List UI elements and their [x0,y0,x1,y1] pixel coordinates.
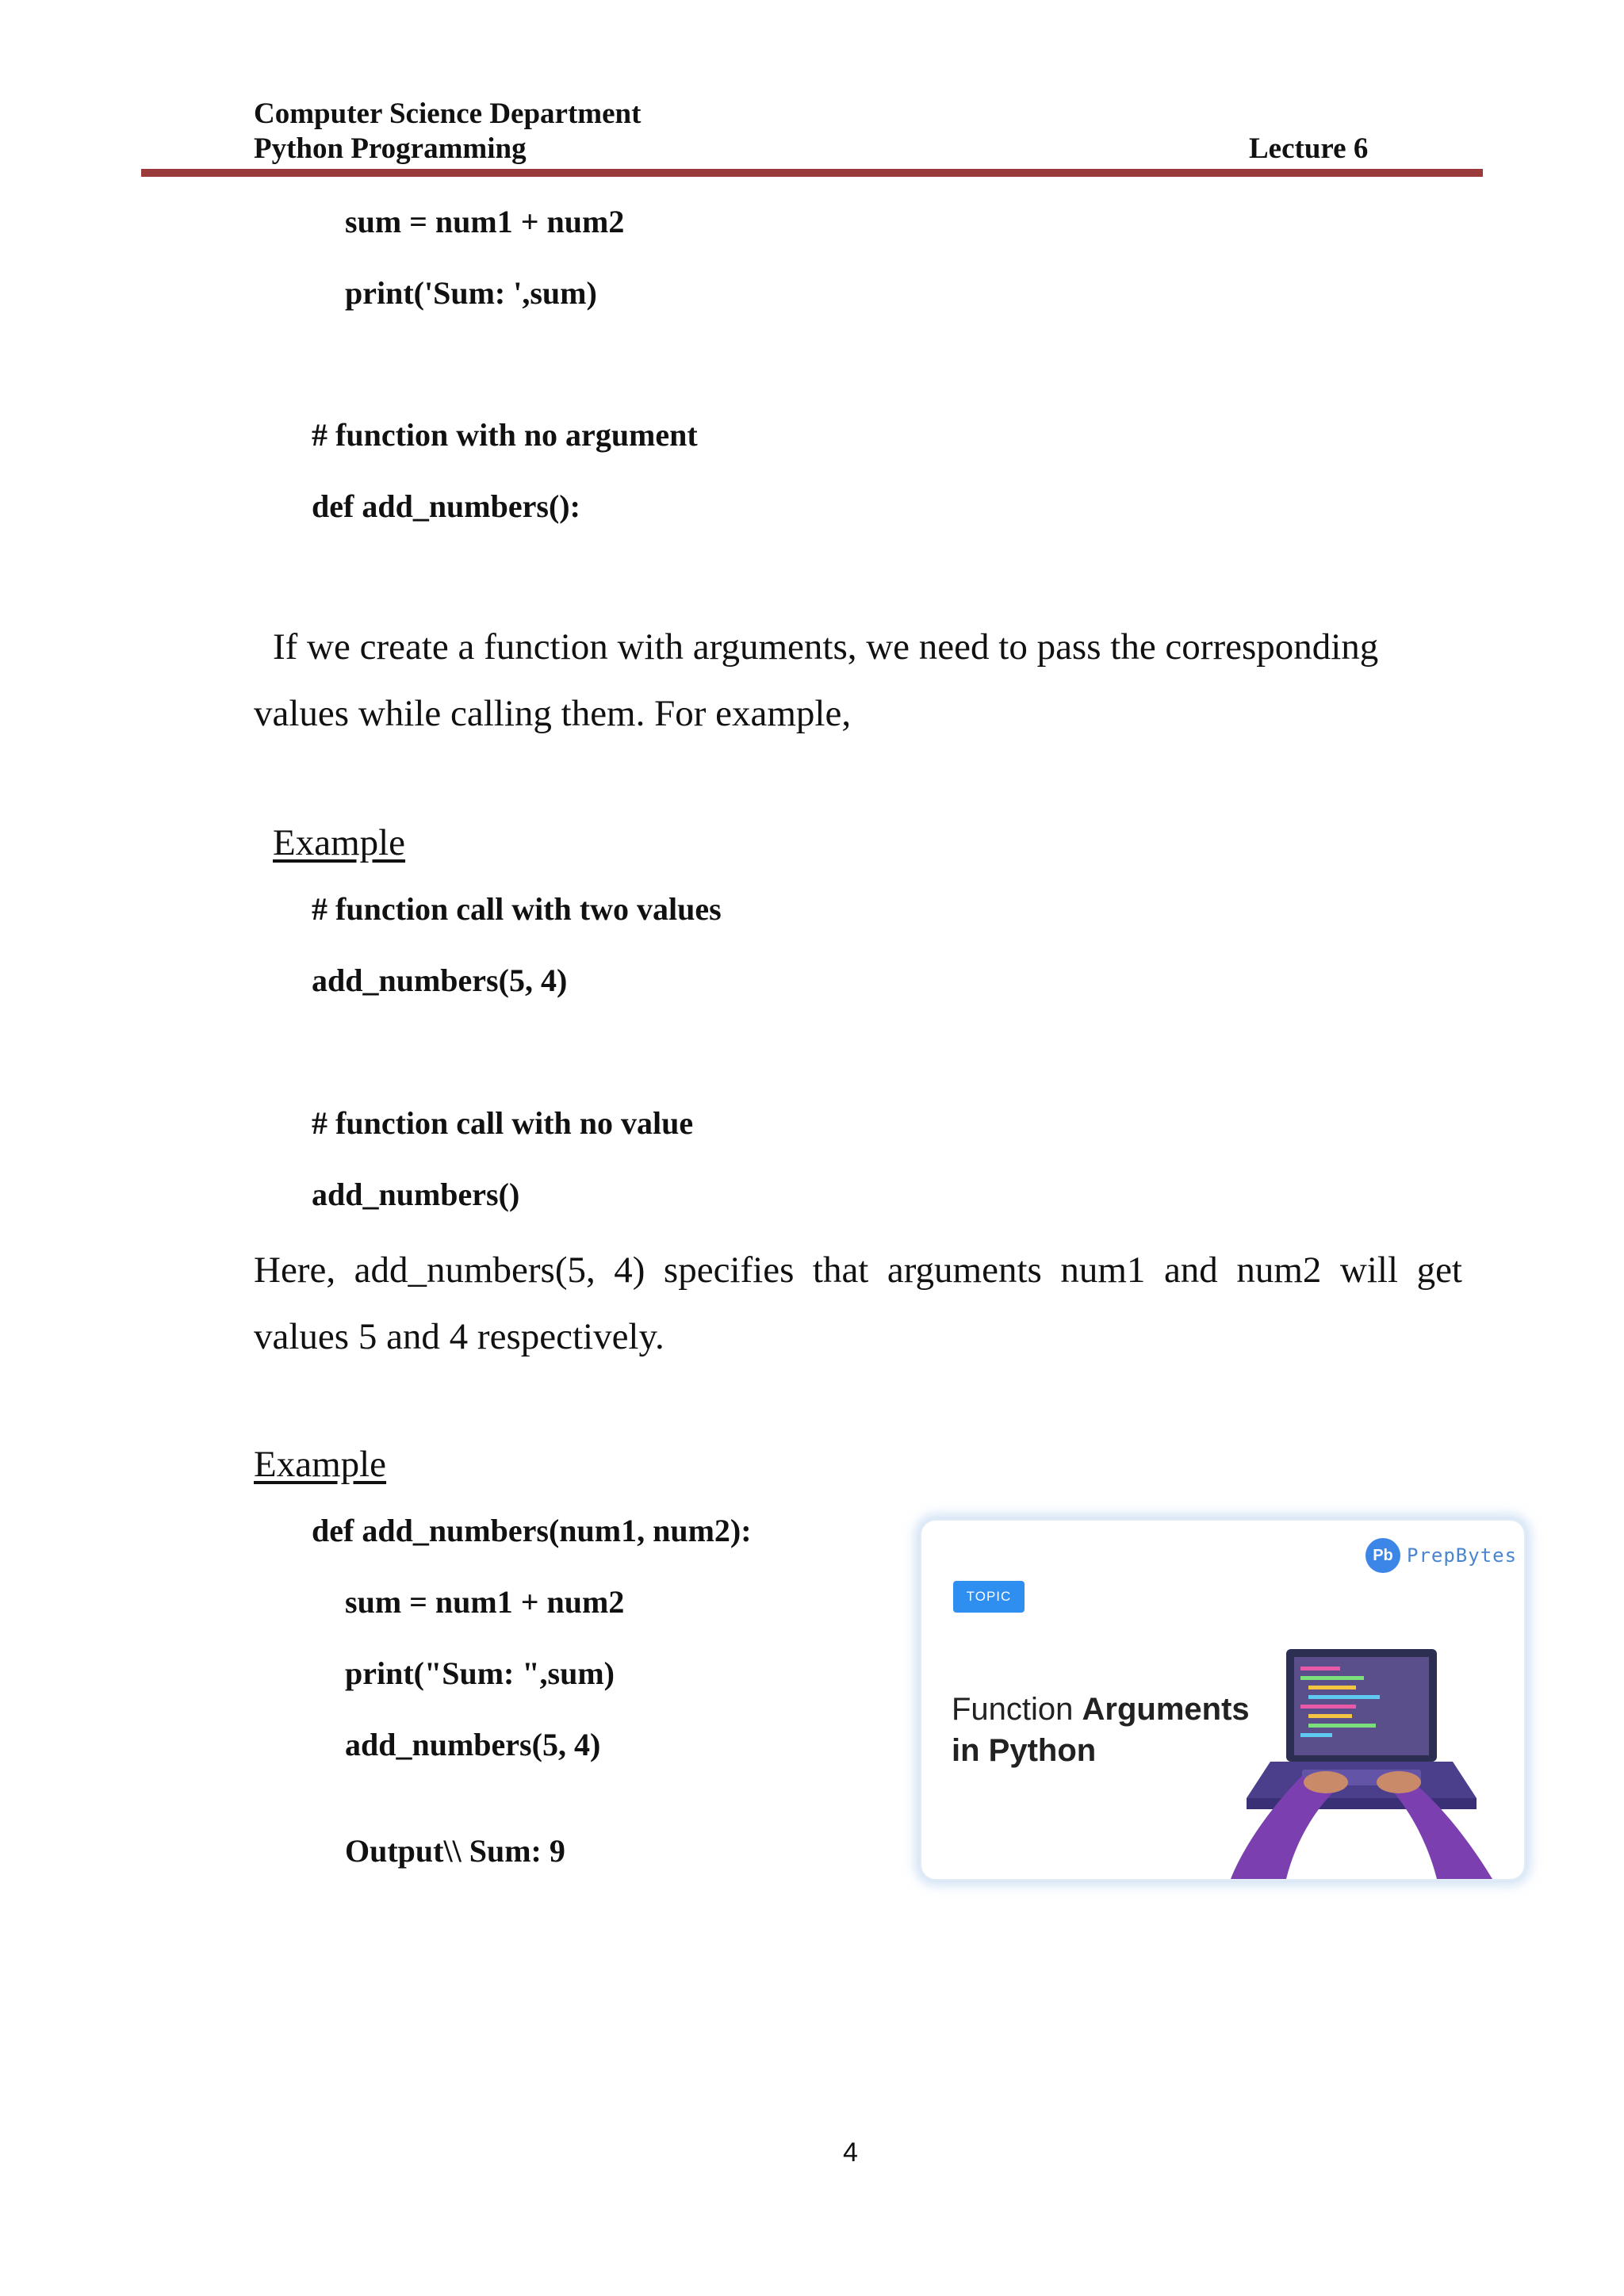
code-line: add_numbers(5, 4) [312,962,568,998]
card-title-bold: Arguments in Python [952,1692,1250,1768]
paragraph: Here, add_numbers(5, 4) specifies that arguments num1 and num2 will get values 5 and 4 respectively. [254,1249,1462,1357]
laptop-with-hands-icon [1215,1641,1526,1879]
example-heading: Example [254,1444,387,1485]
page-number: 4 [843,2137,858,2168]
card-title-light: Function [952,1692,1074,1727]
header-department: Computer Science Department [254,98,642,130]
paragraph: If we create a function with arguments, we need to pass the corresponding values while calling them. For example, [254,626,1379,734]
code-output: Output\\ Sum: 9 [345,1833,565,1869]
topic-badge: TOPIC [953,1581,1025,1613]
example-heading: Example [273,822,406,863]
code-line: sum = num1 + num2 [345,204,625,239]
code-line: add_numbers() [312,1177,520,1212]
header-course: Python Programming [254,132,527,165]
prepbytes-logo-icon: Pb [1365,1538,1400,1573]
code-line: def add_numbers(num1, num2): [312,1513,752,1548]
brand-name: PrepBytes [1407,1544,1518,1567]
code-line: print('Sum: ',sum) [345,275,597,311]
code-line: add_numbers(5, 4) [345,1727,601,1762]
header-lecture: Lecture 6 [1249,132,1369,165]
code-line: sum = num1 + num2 [345,1584,625,1620]
code-comment: # function with no argument [312,417,698,453]
code-line: def add_numbers(): [312,488,580,524]
header-rule [141,169,1483,177]
code-line: print("Sum: ",sum) [345,1655,615,1691]
brand [1365,1533,1517,1578]
code-comment: # function call with no value [312,1105,694,1141]
code-comment: # function call with two values [312,891,722,927]
topic-image-card [920,1519,1526,1881]
